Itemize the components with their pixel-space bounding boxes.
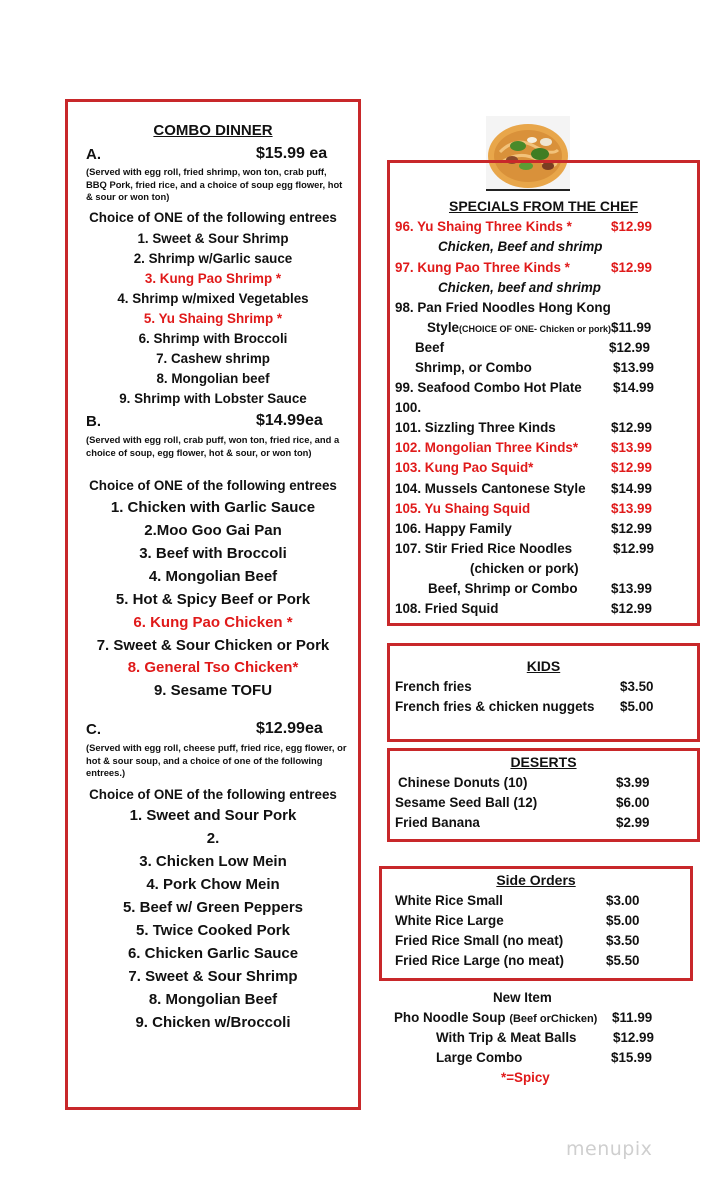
chef-item-price: $12.99 (611, 260, 652, 275)
desert-item-price: $2.99 (616, 815, 650, 830)
combo-b-note: (Served with egg roll, crab puff, won ton, fried rice, and a choice of soup, egg flower, hot & sour, or won ton) (86, 434, 340, 458)
chef-item-name: 98. Pan Fried Noodles Hong Kong (395, 300, 611, 315)
combo-a-item: 6. Shrimp with Broccoli (138, 331, 288, 346)
chef-item-desc: Chicken, Beef and shrimp (438, 239, 603, 254)
chef-item-name-spicy: 103. Kung Pao Squid* (395, 460, 534, 475)
chef-item-price: $12.99 (613, 541, 654, 556)
combo-a-letter: A. (86, 146, 101, 163)
desert-item-name: Chinese Donuts (10) (398, 775, 528, 790)
chef-item-name: Beef (415, 340, 445, 355)
chef-item-name: 108. Fried Squid (395, 601, 499, 616)
chef-item-name: 100. (395, 400, 422, 415)
combo-b-item: 1. Chicken with Garlic Sauce (110, 499, 316, 516)
deserts-panel (387, 748, 700, 842)
combo-c-choice: Choice of ONE of the following entrees (89, 787, 337, 802)
chef-item-subnote: (CHOICE OF ONE- Chicken or pork) (459, 324, 612, 334)
combo-dinner-panel (65, 99, 361, 1110)
combo-b-item: 7. Sweet & Sour Chicken or Pork (96, 637, 330, 654)
chef-item-desc: Chicken, beef and shrimp (438, 280, 601, 295)
combo-b-item-spicy: 6. Kung Pao Chicken * (133, 614, 293, 631)
desert-item-name: Fried Banana (395, 815, 480, 830)
chef-item-price: $13.99 (611, 440, 652, 455)
chef-item-name: Style(CHOICE OF ONE- Chicken or pork) (427, 320, 612, 335)
side-item-name: White Rice Large (395, 913, 504, 928)
chef-item-price: $13.99 (611, 581, 652, 596)
combo-a-item: 7. Cashew shrimp (156, 351, 270, 366)
combo-c-price: $12.99ea (256, 720, 323, 737)
side-item-price: $5.00 (606, 913, 640, 928)
chef-item-price: $12.99 (611, 460, 652, 475)
kids-title: KIDS (526, 658, 561, 674)
combo-c-item: 8. Mongolian Beef (148, 991, 278, 1008)
menupix-watermark: menupix (566, 1138, 653, 1160)
kids-item-name: French fries & chicken nuggets (395, 699, 595, 714)
chef-item-price: $12.99 (611, 219, 652, 234)
combo-b-item: 2.Moo Goo Gai Pan (144, 522, 282, 539)
chef-item-name: 107. Stir Fried Rice Noodles (395, 541, 573, 556)
combo-c-item: 6. Chicken Garlic Sauce (127, 945, 299, 962)
combo-c-item: 1. Sweet and Sour Pork (129, 807, 297, 824)
spicy-legend: *=Spicy (501, 1070, 550, 1085)
new-item-name: Large Combo (436, 1050, 523, 1065)
combo-a-price: $15.99 ea (256, 145, 328, 162)
chef-item-price: $14.99 (613, 380, 654, 395)
chef-item-price: $12.99 (611, 521, 652, 536)
combo-b-letter: B. (86, 413, 101, 430)
combo-a-note: (Served with egg roll, fried shrimp, won ton, crab puff, BBQ Pork, fried rice, and a choice of soup egg flower, hot & sour or won ton) (86, 166, 343, 202)
deserts-title: DESERTS (510, 754, 577, 770)
chef-item-name: 101. Sizzling Three Kinds (395, 420, 556, 435)
chef-item-price: $12.99 (609, 340, 650, 355)
kids-item-price: $5.00 (620, 699, 654, 714)
combo-c-item: 5. Beef w/ Green Peppers (122, 899, 304, 916)
combo-b-choice: Choice of ONE of the following entrees (89, 478, 337, 493)
new-item-price: $15.99 (611, 1050, 652, 1065)
combo-c-item: 5. Twice Cooked Pork (136, 922, 290, 939)
chef-item-price: $12.99 (611, 601, 652, 616)
combo-a-item: 2. Shrimp w/Garlic sauce (133, 251, 293, 266)
chef-item-name: 106. Happy Family (395, 521, 512, 536)
chef-title: SPECIALS FROM THE CHEF (448, 198, 638, 214)
chef-item-price: $14.99 (611, 481, 652, 496)
combo-c-item: 9. Chicken w/Broccoli (135, 1014, 291, 1031)
chef-item-price: $13.99 (611, 501, 652, 516)
chef-item-name-spicy: 102. Mongolian Three Kinds* (395, 440, 579, 455)
new-item-price: $11.99 (612, 1010, 653, 1025)
chef-item-price: $11.99 (611, 320, 652, 335)
sides-title: Side Orders (496, 872, 576, 888)
kids-item-name: French fries (395, 679, 472, 694)
combo-a-item: 9. Shrimp with Lobster Sauce (119, 391, 307, 406)
kids-panel (387, 643, 700, 742)
chef-item-name: Beef, Shrimp or Combo (428, 581, 578, 596)
combo-c-letter: C. (86, 721, 101, 738)
combo-b-item: 9. Sesame TOFU (153, 682, 273, 699)
desert-item-price: $3.99 (616, 775, 650, 790)
side-orders-panel (379, 866, 693, 981)
chef-specials-panel (387, 160, 700, 626)
chef-item-desc: (chicken or pork) (470, 561, 579, 576)
chef-item-price: $12.99 (611, 420, 652, 435)
desert-item-name: Sesame Seed Ball (12) (395, 795, 538, 810)
chef-item-price: $13.99 (613, 360, 654, 375)
side-item-price: $5.50 (606, 953, 640, 968)
new-item-title: New Item (493, 990, 552, 1005)
kids-item-price: $3.50 (620, 679, 654, 694)
side-item-price: $3.00 (606, 893, 640, 908)
chef-item-name-spicy: 105. Yu Shaing Squid (395, 501, 531, 516)
new-item-name: Pho Noodle Soup (Beef orChicken) (394, 1010, 598, 1025)
combo-b-item: 4. Mongolian Beef (148, 568, 278, 585)
combo-c-item: 2. (206, 830, 220, 847)
new-item-price: $12.99 (613, 1030, 654, 1045)
chef-item-name: Shrimp, or Combo (415, 360, 532, 375)
combo-b-price: $14.99ea (256, 412, 323, 429)
combo-title: COMBO DINNER (153, 122, 273, 139)
combo-b-item: 5. Hot & Spicy Beef or Pork (115, 591, 311, 608)
combo-b-item-spicy: 8. General Tso Chicken* (127, 659, 299, 676)
chef-item-name-spicy: 96. Yu Shaing Three Kinds * (395, 219, 572, 234)
combo-a-item: 1. Sweet & Sour Shrimp (137, 231, 289, 246)
side-item-price: $3.50 (606, 933, 640, 948)
new-item-subnote: (Beef orChicken) (509, 1013, 598, 1025)
desert-item-price: $6.00 (616, 795, 650, 810)
chef-item-name-spicy: 97. Kung Pao Three Kinds * (395, 260, 570, 275)
combo-c-item: 7. Sweet & Sour Shrimp (128, 968, 298, 985)
combo-a-item-spicy: 3. Kung Pao Shrimp * (144, 271, 282, 286)
combo-a-item: 4. Shrimp w/mixed Vegetables (117, 291, 309, 306)
side-item-name: Fried Rice Large (no meat) (395, 953, 564, 968)
combo-a-item-spicy: 5. Yu Shaing Shrimp * (143, 311, 283, 326)
chef-item-name: 99. Seafood Combo Hot Plate (395, 380, 582, 395)
chef-item-name: 104. Mussels Cantonese Style (395, 481, 586, 496)
combo-b-item: 3. Beef with Broccoli (139, 545, 287, 562)
combo-a-item: 8. Mongolian beef (156, 371, 270, 386)
side-item-name: White Rice Small (395, 893, 503, 908)
new-item-name: With Trip & Meat Balls (436, 1030, 577, 1045)
combo-c-item: 4. Pork Chow Mein (146, 876, 280, 893)
combo-c-note: (Served with egg roll, cheese puff, fried rice, egg flower, or hot & sour soup, and a choice of one of the following entrees.) (86, 742, 347, 778)
side-item-name: Fried Rice Small (no meat) (395, 933, 564, 948)
combo-c-item: 3. Chicken Low Mein (139, 853, 287, 870)
combo-a-choice: Choice of ONE of the following entrees (89, 210, 337, 225)
